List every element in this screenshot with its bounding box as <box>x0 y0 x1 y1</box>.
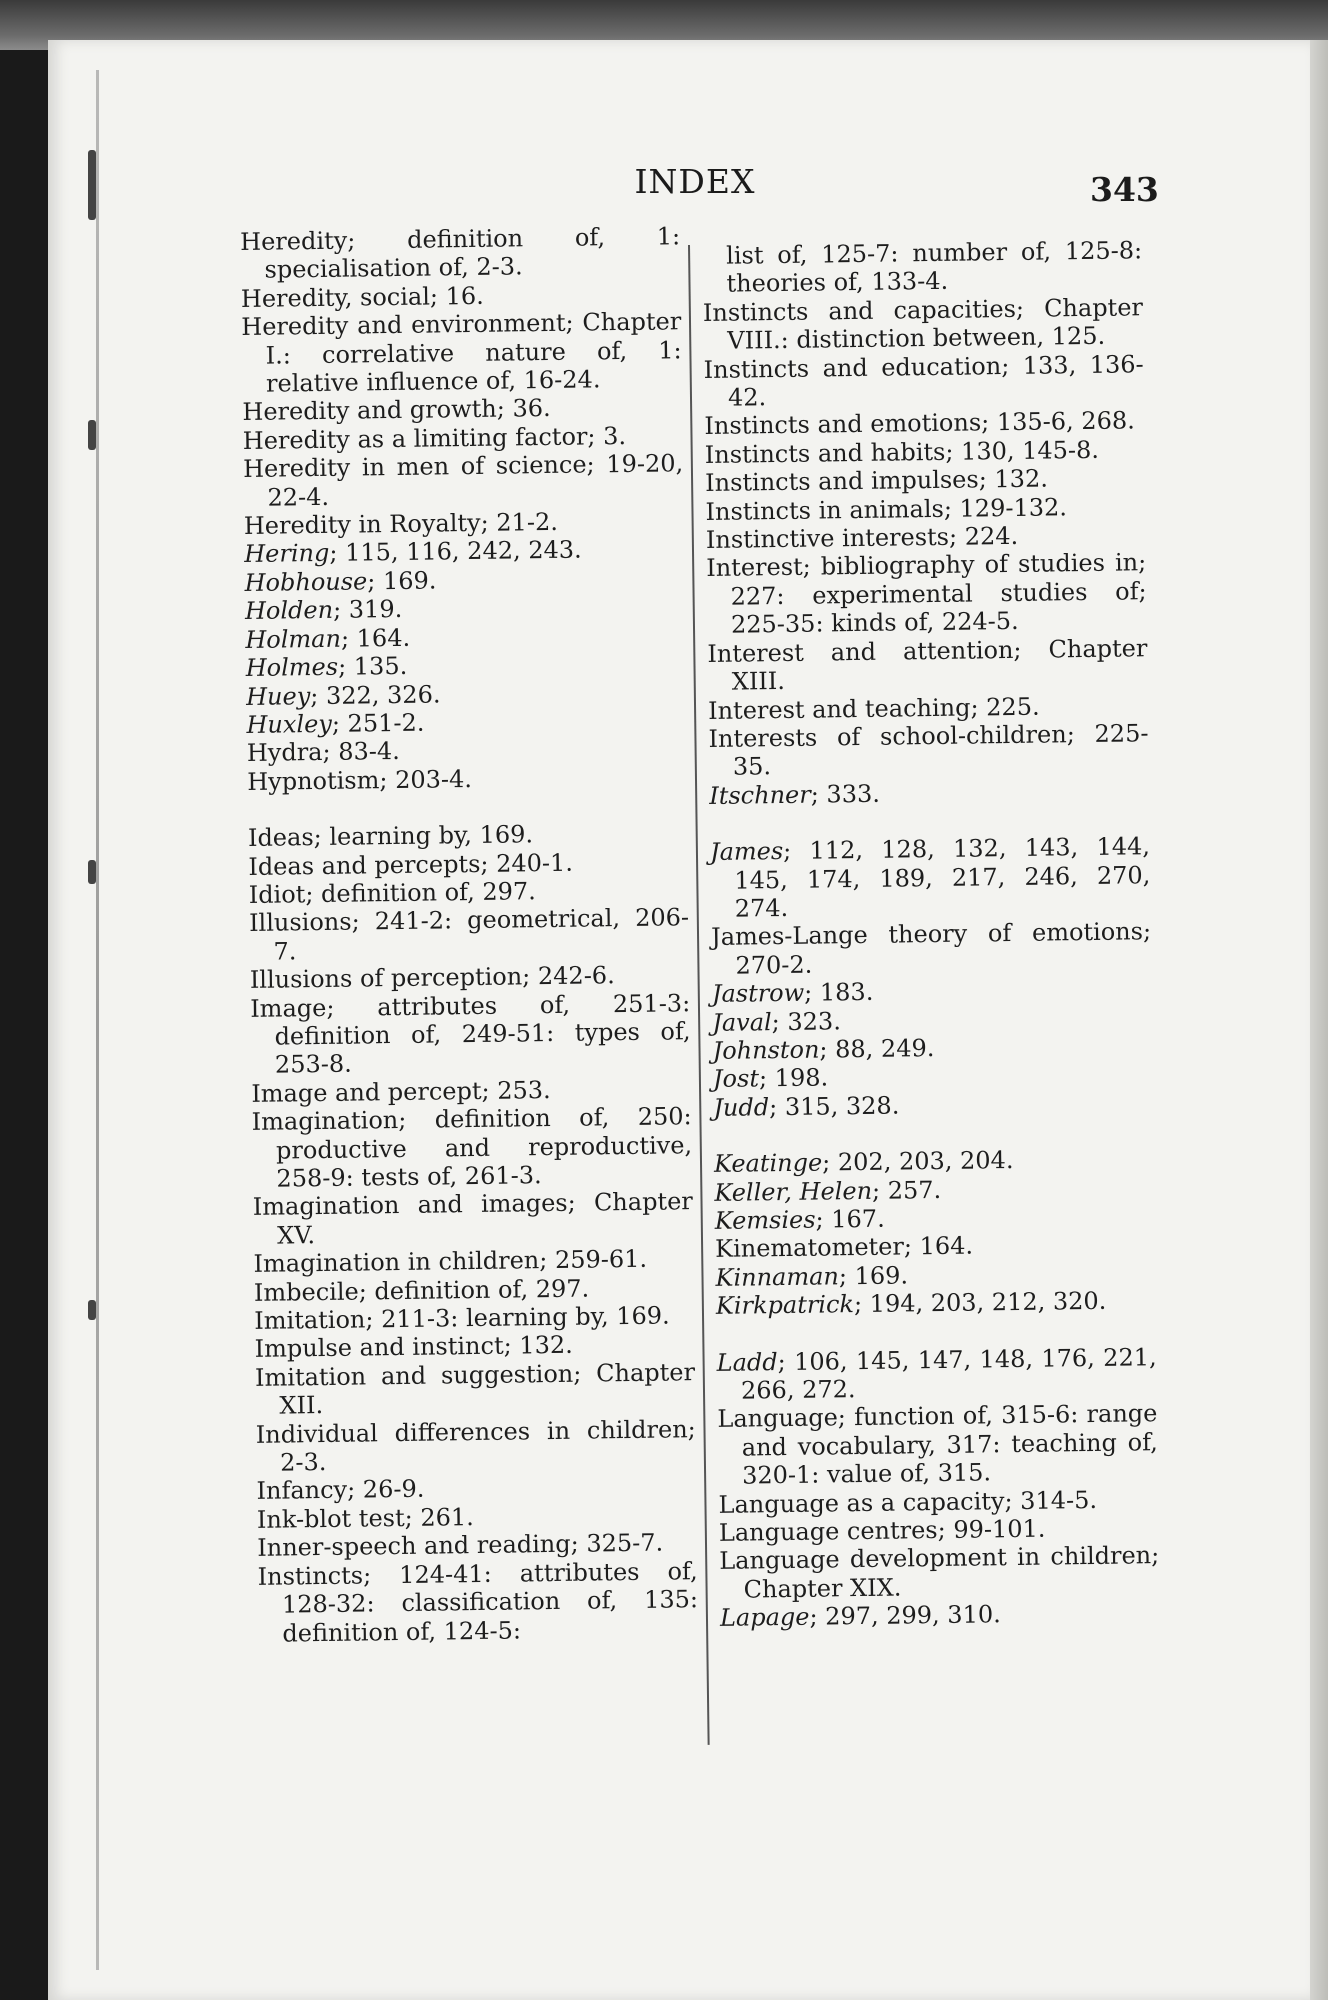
index-references: ; definition of, 297. <box>358 1274 590 1306</box>
index-references: ; 261. <box>404 1502 474 1532</box>
index-headword: Itschner <box>709 780 811 810</box>
index-entry <box>707 634 1148 697</box>
index-headword: Instincts and habits <box>704 437 946 469</box>
index-entry <box>257 1557 698 1648</box>
index-headword: Individual differences in children <box>255 1414 688 1449</box>
index-headword: Heredity and environment <box>241 308 566 342</box>
index-headword: Image <box>250 993 327 1023</box>
index-references: ; learning by, 169. <box>313 820 534 852</box>
index-headword: Infancy <box>256 1476 348 1506</box>
index-references: ; 167. <box>815 1204 885 1234</box>
index-references: ; 225-35. <box>732 719 1149 781</box>
index-headword: Jost <box>712 1064 760 1094</box>
book-spine-gutter <box>96 70 99 1970</box>
index-references: ; Chapter XII. <box>279 1357 696 1420</box>
index-headword: Language development in children <box>719 1541 1152 1576</box>
index-references: ; 83-4. <box>322 737 400 767</box>
index-entry <box>703 350 1144 413</box>
index-entry <box>240 222 681 285</box>
index-entry-continuation <box>702 236 1143 299</box>
index-headword: Lapage <box>719 1602 810 1633</box>
index-entry <box>253 1244 693 1278</box>
index-headword: Ink-blot test <box>256 1503 405 1534</box>
index-entry <box>708 719 1149 782</box>
index-entry <box>250 989 691 1080</box>
index-headword: Interests of school-children <box>708 720 1067 753</box>
index-headword: Kinnaman <box>715 1262 840 1292</box>
index-references: ; 240-1. <box>480 848 574 878</box>
index-headword: Language <box>717 1403 838 1434</box>
index-entry <box>716 1286 1156 1320</box>
index-headword: Imitation and suggestion <box>254 1359 574 1392</box>
index-references: ; 135-6, 268. <box>980 406 1135 437</box>
index-entry <box>252 1102 693 1193</box>
index-headword: Holmes <box>245 652 339 683</box>
index-headword: Keller, Helen <box>714 1176 873 1207</box>
index-references: ; 315, 328. <box>768 1091 900 1121</box>
index-references: ; 99-101. <box>937 1514 1046 1545</box>
index-references: ; 257. <box>871 1175 942 1205</box>
index-references: ; Chapter I.: correlative nature of, 1: relative influence of, 16-24. <box>265 307 682 398</box>
index-references: ; 203-4. <box>379 764 473 794</box>
index-references: ; 132. <box>978 464 1049 494</box>
index-headword: Heredity and growth <box>242 395 497 427</box>
page-number: 343 <box>1090 170 1159 209</box>
index-entry <box>706 549 1147 640</box>
index-entry <box>720 1598 1160 1632</box>
index-references: ; 130, 145-8. <box>945 435 1100 466</box>
index-references: ; 225. <box>970 692 1040 722</box>
index-headword: Image and percept <box>251 1076 482 1108</box>
index-entry <box>710 832 1151 923</box>
index-references: ; Chapter XIII. <box>731 633 1148 696</box>
index-headword: Imagination and images <box>252 1189 568 1222</box>
index-references: ; 297, 299, 310. <box>809 1600 1001 1631</box>
index-entry <box>716 1343 1157 1406</box>
index-headword: Holden <box>244 596 334 626</box>
index-headword: Heredity <box>240 226 348 256</box>
index-headword: Heredity as a limiting factor <box>242 422 588 455</box>
index-headword: Ideas and percepts <box>248 849 481 881</box>
index-headword: Imagination in children <box>253 1246 540 1279</box>
index-entry <box>256 1415 697 1478</box>
page-edge-shadow <box>1310 40 1328 2000</box>
index-references: ; 241-2: geometrical, 206-7. <box>273 903 690 966</box>
index-references: ; 106, 145, 147, 148, 176, 221, 266, 272. <box>740 1342 1157 1405</box>
binding-mark <box>88 420 96 450</box>
index-headword: Javal <box>712 1007 772 1037</box>
index-headword: Impulse and instinct <box>254 1332 504 1364</box>
index-column-right <box>702 236 1160 1632</box>
index-headword: Heredity, social <box>240 282 431 313</box>
index-headword: Language as a capacity <box>718 1486 1005 1519</box>
index-headword: Illusions of perception <box>249 962 523 995</box>
index-references: ; definition of, 250: productive and reproductive, 258-9: tests of, 261-3. <box>275 1102 693 1193</box>
index-references: ; 115, 116, 242, 243. <box>329 536 582 568</box>
index-references: ; 202, 203, 204. <box>822 1146 1014 1177</box>
index-headword: Interest <box>706 553 803 583</box>
index-references: ; definition of, 1: specialisation of, 2-3. <box>264 222 681 285</box>
index-headword: Huxley <box>246 709 333 739</box>
index-references: ; 16. <box>429 281 484 311</box>
index-headword: Judd <box>713 1092 770 1122</box>
index-headword: James-Lange theory of emotions <box>710 917 1144 952</box>
index-references: ; 133, 136-42. <box>727 349 1144 412</box>
index-entry <box>249 904 690 967</box>
index-references: ; 314-5. <box>1004 1485 1098 1515</box>
index-entry <box>711 918 1152 981</box>
index-references: ; 135. <box>337 651 408 681</box>
index-references: ; 251-2. <box>331 708 425 738</box>
index-references: ; 19-20, 22-4. <box>267 449 684 512</box>
index-entry <box>719 1542 1160 1605</box>
index-headword: James <box>709 837 784 867</box>
page-title: INDEX <box>634 162 756 201</box>
index-headword: Instincts and impulses <box>704 465 979 498</box>
index-references: ; 2-3. <box>279 1414 696 1477</box>
index-entry <box>717 1400 1158 1491</box>
index-headword: Interest and teaching <box>707 693 971 725</box>
binding-mark <box>88 1300 96 1320</box>
index-headword: Kinematometer <box>715 1232 905 1264</box>
index-headword: Jastrow <box>711 978 805 1009</box>
index-entry <box>241 307 682 398</box>
index-headword: Heredity in Royalty <box>243 508 481 541</box>
index-references: ; 164. <box>340 623 411 653</box>
index-references: ; Chapter XIX. <box>743 1541 1160 1604</box>
index-entry <box>718 1485 1158 1519</box>
index-headword: Kirkpatrick <box>715 1290 855 1321</box>
index-references: ; 36. <box>496 394 551 424</box>
index-references: ; 242-6. <box>522 961 615 991</box>
index-entry <box>705 435 1145 469</box>
index-references: ; bibliography of studies in; 227: experimental studies of; 225-35: kinds of, 224-5. <box>730 548 1147 639</box>
index-references: ; 270-2. <box>735 917 1152 980</box>
binding-mark <box>88 150 96 220</box>
index-references: ; 198. <box>758 1063 829 1093</box>
index-headword: Ladd <box>716 1347 778 1377</box>
index-references: ; 259-61. <box>539 1244 648 1275</box>
index-headword: Hobhouse <box>244 567 368 597</box>
index-headword: Language centres <box>718 1516 938 1547</box>
index-references: ; 253. <box>481 1075 551 1105</box>
index-references: ; 169. <box>367 566 437 596</box>
index-entry <box>255 1358 696 1421</box>
index-references: ; 333. <box>810 779 881 809</box>
index-entry <box>703 293 1144 356</box>
index-headword: Holman <box>245 624 342 654</box>
index-headword: Idiot <box>248 880 306 909</box>
index-references: ; 88, 249. <box>819 1033 935 1064</box>
index-headword: Instincts and education <box>703 351 1002 384</box>
index-entry <box>243 449 684 512</box>
index-headword: Hering <box>244 539 330 569</box>
index-references: ; function of, 315-6: range and vocabulary, 317: teaching of, 320-1: value of, 315. <box>741 1399 1158 1490</box>
index-headword: Keatinge <box>713 1148 823 1179</box>
index-column-left <box>240 222 699 1648</box>
index-headword: Ideas <box>247 823 314 853</box>
index-headword: Imitation <box>254 1305 366 1335</box>
binding-mark <box>88 860 96 884</box>
index-references: ; 194, 203, 212, 320. <box>853 1287 1107 1319</box>
index-headword: Instinctive interests <box>705 522 950 555</box>
index-references: ; 3. <box>587 421 627 451</box>
index-references: ; 322, 326. <box>310 679 441 710</box>
index-headword: Inner-speech and reading <box>257 1530 571 1563</box>
index-references: ; 26-9. <box>346 1475 425 1505</box>
index-references: ; 129-132. <box>943 492 1068 523</box>
index-references: ; 325-7. <box>570 1528 664 1559</box>
index-headword: Imagination <box>251 1106 399 1137</box>
index-references: ; 224. <box>948 521 1019 551</box>
index-references: ; Chapter XV. <box>277 1187 693 1250</box>
index-references: ; 124-41: attributes of, 128-32: classification of, 135: definition of, 124-5: <box>281 1556 699 1648</box>
index-headword: Instincts <box>257 1561 364 1591</box>
index-headword: Johnston <box>712 1035 820 1065</box>
index-references: ; 169. <box>838 1261 909 1291</box>
index-headword: Illusions <box>248 907 352 938</box>
index-headword: Huey <box>245 681 311 711</box>
index-references: ; 112, 128, 132, 143, 144, 145, 174, 189, 217, 246, 270, 274. <box>734 832 1151 923</box>
index-references: ; attributes of, 251-3: definition of, 249-51: types of, 253-8. <box>274 988 691 1079</box>
index-references: ; 132. <box>503 1331 573 1361</box>
index-references: ; 323. <box>771 1006 842 1036</box>
index-references: ; 211-3: learning by, 169. <box>365 1301 670 1334</box>
index-headword: Instincts and capacities <box>702 294 1017 327</box>
index-headword: Instincts in animals <box>705 494 945 526</box>
index-references: ; 21-2. <box>480 507 559 537</box>
index-references: ; definition of, 297. <box>305 877 536 909</box>
index-entry <box>253 1188 694 1251</box>
index-headword: Heredity in men of science <box>242 450 587 484</box>
index-references: ; 319. <box>332 595 403 625</box>
index-references: ; Chapter VIII.: distinction between, 125. <box>727 293 1144 355</box>
index-headword: Imbecile <box>253 1277 359 1307</box>
index-headword: Hydra <box>246 738 323 768</box>
index-references: list of, 125-7: number of, 125-8: theories of, 133-4. <box>725 236 1143 299</box>
index-headword: Hypnotism <box>247 765 380 796</box>
index-references: ; 183. <box>804 977 874 1007</box>
index-headword: Instincts and emotions <box>704 408 982 441</box>
index-references: ; 164. <box>903 1231 974 1261</box>
index-headword: Interest and attention <box>707 635 1014 668</box>
index-headword: Kemsies <box>714 1205 816 1235</box>
